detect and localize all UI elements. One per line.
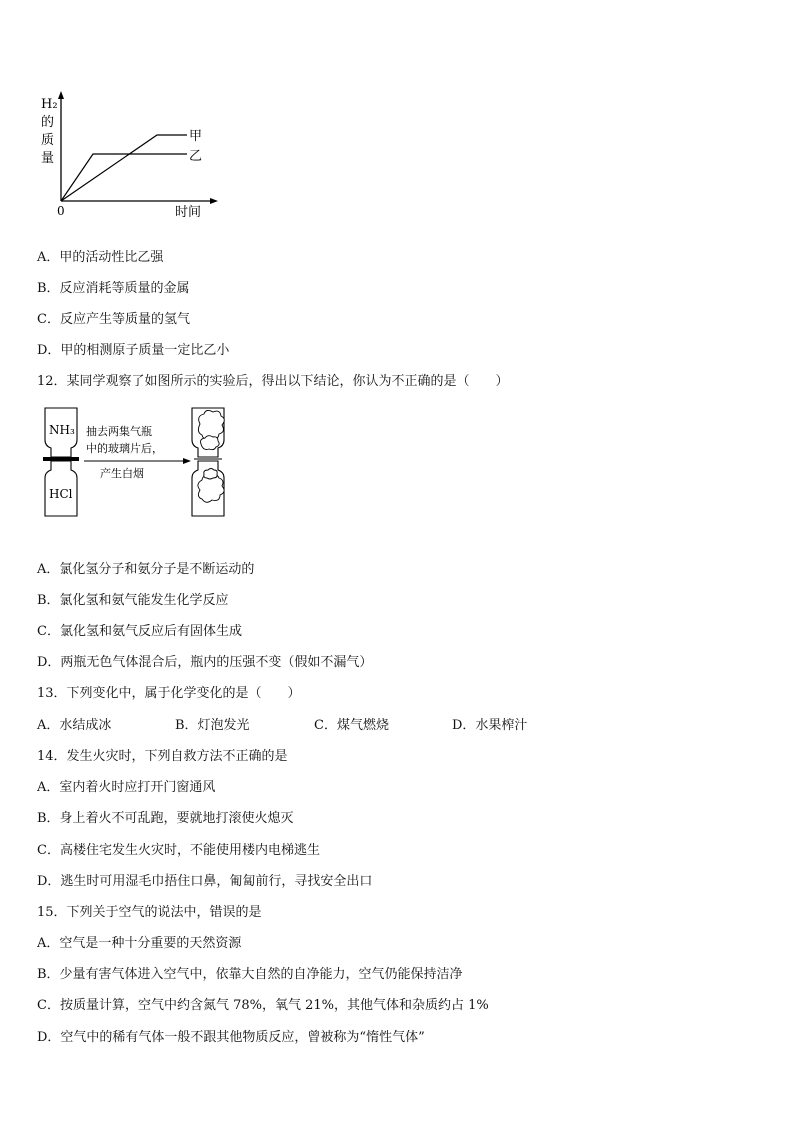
q13-option-b: B．灯泡发光 xyxy=(175,718,250,733)
q15-option-b: B．少量有害气体进入空气中，依靠大自然的自净能力，空气仍能保持洁净 xyxy=(37,967,463,982)
q15-option-a: A．空气是一种十分重要的天然资源 xyxy=(37,936,242,951)
glass-plate xyxy=(43,457,79,461)
q12-option-a: A．氯化氢分子和氨分子是不断运动的 xyxy=(37,562,255,577)
series-yi-line xyxy=(61,154,187,201)
q14-stem: 14．发生火灾时，下列自救方法不正确的是 xyxy=(37,749,288,764)
arrow-text-line: 产生白烟 xyxy=(100,467,144,480)
arrow-text-line: 中的玻璃片后， xyxy=(86,442,163,455)
y-axis-arrow xyxy=(58,91,64,99)
q14-option-d: D．逃生时可用湿毛巾捂住口鼻，匍匐前行，寻找安全出口 xyxy=(37,874,373,889)
series-yi-label: 乙 xyxy=(189,149,203,164)
hydrogen-mass-graph xyxy=(30,88,230,223)
y-axis-label-char: 量 xyxy=(41,151,55,166)
q12-option-c: C．氯化氢和氨气反应后有固体生成 xyxy=(37,624,242,639)
nh3-label: NH₃ xyxy=(49,423,75,437)
q13-stem: 13．下列变化中，属于化学变化的是（ ） xyxy=(37,686,301,701)
x-axis-label: 时间 xyxy=(175,205,202,220)
q11-option-c: C．反应产生等质量的氢气 xyxy=(37,312,190,327)
q14-option-a: A．室内着火时应打开门窗通风 xyxy=(37,780,216,795)
q15-option-d: D．空气中的稀有气体一般不跟其他物质反应，曾被称为“惰性气体” xyxy=(37,1030,425,1045)
q13-option-c: C．煤气燃烧 xyxy=(314,718,389,733)
q15-option-c: C．按质量计算，空气中约含氮气 78%，氧气 21%，其他气体和杂质约占 1% xyxy=(37,998,489,1013)
hcl-label: HCl xyxy=(49,487,73,501)
q12-stem: 12．某同学观察了如图所示的实验后，得出以下结论，你认为不正确的是（ ） xyxy=(37,374,509,389)
q11-option-a: A．甲的活动性比乙强 xyxy=(37,250,164,265)
series-jia-label: 甲 xyxy=(189,129,203,144)
x-axis-arrow xyxy=(210,198,218,204)
y-axis-label-char: 质 xyxy=(41,133,55,148)
q14-option-b: B．身上着火不可乱跑，要就地打滚使火熄灭 xyxy=(37,811,294,826)
q14-option-c: C．高楼住宅发生火灾时，不能使用楼内电梯逃生 xyxy=(37,843,320,858)
reaction-arrow-head xyxy=(183,458,191,464)
q11-option-d: D．甲的相测原子质量一定比乙小 xyxy=(37,343,230,358)
q15-stem: 15．下列关于空气的说法中，错误的是 xyxy=(37,905,262,920)
q13-option-d: D．水果榨汁 xyxy=(452,718,528,733)
q12-option-b: B．氯化氢和氨气能发生化学反应 xyxy=(37,593,229,608)
white-smoke-cloud xyxy=(198,410,224,502)
q12-option-d: D．两瓶无色气体混合后，瓶内的压强不变（假如不漏气） xyxy=(37,655,373,670)
q13-option-a: A．水结成冰 xyxy=(37,718,112,733)
q11-option-b: B．反应消耗等质量的金属 xyxy=(37,281,190,296)
y-axis-label-char: H₂ xyxy=(41,97,58,112)
gas-bottle-experiment-figure xyxy=(40,402,270,522)
arrow-text-line: 抽去两集气瓶 xyxy=(86,425,152,438)
origin-label: 0 xyxy=(57,204,65,218)
y-axis-label-char: 的 xyxy=(41,115,55,130)
series-jia-line xyxy=(61,135,187,201)
